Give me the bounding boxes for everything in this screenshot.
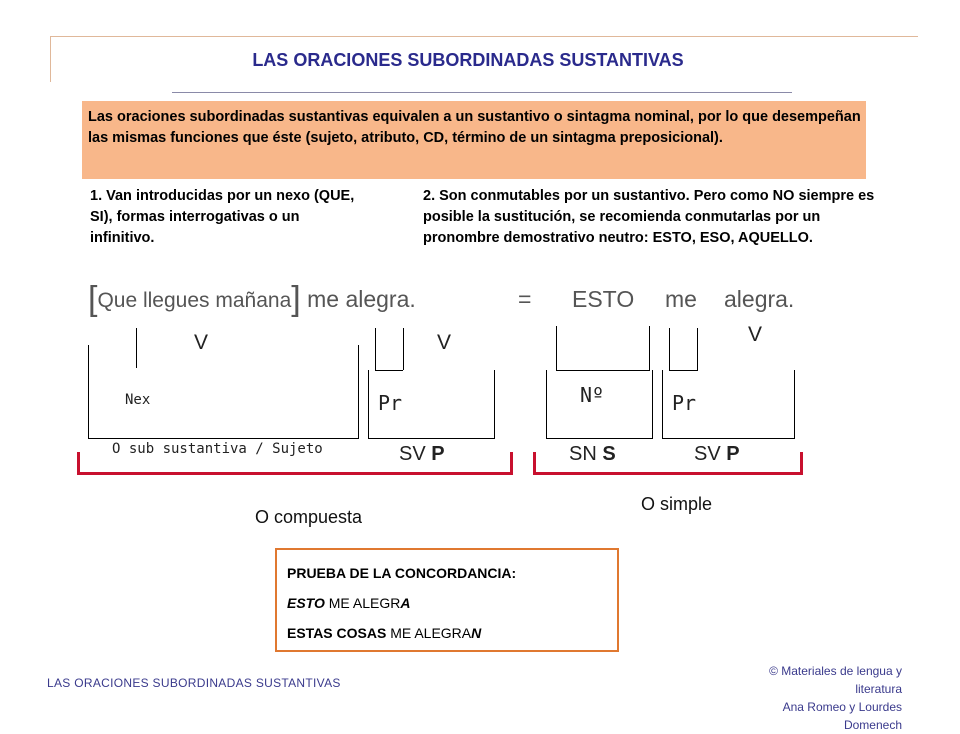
point-1: 1. Van introducidas por un nexo (QUE, SI), formas interrogativas o un infinitivo.	[90, 188, 355, 246]
osub-box-right	[358, 345, 359, 438]
simple-bracket-right	[800, 452, 803, 474]
footer-credit-2: Ana Romeo y Lourdes Domenech	[782, 700, 902, 732]
esto-bracket-left	[556, 326, 557, 370]
simple-bracket-left	[533, 452, 536, 474]
bracket-close: ]	[291, 280, 301, 318]
verb-label-2: V	[437, 331, 452, 354]
pr1-label: Pr	[378, 391, 403, 415]
word-esto: ESTO	[572, 286, 635, 312]
sn-box-left	[546, 370, 547, 438]
nucleus-label: Nº	[580, 383, 605, 407]
pr2-bracket-bottom	[669, 370, 698, 371]
intro-box: Las oraciones subordinadas sustantivas equivalen a un sustantivo o sintagma nominal, por lo que desempeñan las mismas funciones que éste (sujeto, atributo, CD, término de un sintagma preposicional).	[82, 101, 866, 179]
footer-title: LAS ORACIONES SUBORDINADAS SUSTANTIVAS	[47, 676, 341, 690]
frame-left-line	[50, 36, 51, 82]
footer-credit-1: © Materiales de lengua y literatura	[769, 664, 902, 696]
esto-bracket-right	[649, 326, 650, 370]
sv2-box-bottom	[662, 438, 795, 439]
osub-box-left	[88, 345, 89, 438]
clause-text: Que llegues mañana	[97, 289, 292, 312]
sn-box-bottom	[546, 438, 653, 439]
frame-top-line	[50, 36, 918, 37]
page-title: LAS ORACIONES SUBORDINADAS SUSTANTIVAS	[252, 50, 684, 70]
sn-box-right	[652, 370, 653, 438]
proof-line-2: ESTAS COSAS ME ALEGRAN	[287, 625, 482, 641]
agreement-proof-box	[275, 548, 619, 652]
sv2-box-right	[794, 370, 795, 438]
osub-box-bottom	[88, 438, 359, 439]
sv2-label	[694, 443, 740, 466]
simple-caption: O simple	[641, 494, 713, 514]
sv1-box-right	[494, 370, 495, 438]
esto-bracket-bottom	[556, 370, 650, 371]
nex-tick	[136, 328, 137, 368]
pr2-bracket-left	[669, 328, 670, 370]
main-rest-text: me alegra.	[300, 286, 416, 312]
sv1-box-left	[368, 370, 369, 438]
pr1-bracket-bottom	[375, 370, 403, 371]
sv1-function: P	[431, 443, 445, 465]
sn-label	[569, 443, 616, 466]
proof-line-1: ESTO ME ALEGRA	[287, 595, 411, 611]
footer-credits	[736, 662, 902, 734]
simple-bracket-bottom	[533, 472, 803, 475]
sv2-box-left	[662, 370, 663, 438]
example-sentence	[88, 280, 416, 318]
compound-bracket-right	[510, 452, 513, 474]
compound-bracket-bottom	[77, 472, 513, 475]
pr2-label: Pr	[672, 391, 697, 415]
compound-caption: O compuesta	[255, 507, 363, 527]
sv2-function: P	[726, 443, 740, 465]
sn-text: SN	[569, 443, 597, 465]
pr1-bracket-left	[375, 328, 376, 370]
sv2-text: SV	[694, 443, 721, 465]
verb-label-3: V	[748, 323, 763, 346]
proof-heading: PRUEBA DE LA CONCORDANCIA:	[287, 565, 517, 581]
title-underline	[172, 92, 792, 93]
word-alegra: alegra.	[724, 286, 795, 312]
sn-function: S	[602, 443, 616, 465]
bracket-open: [	[88, 280, 98, 318]
sv1-label	[399, 443, 445, 466]
compound-bracket-left	[77, 452, 80, 474]
osub-label: O sub sustantiva / Sujeto	[112, 441, 323, 457]
nex-label: Nex	[125, 392, 151, 408]
point-2: 2. Son conmutables por un sustantivo. Pero como NO siempre es posible la sustitución, se recomienda conmutarlas por un pronombre demostrativo neutro: ESTO, ESO, AQUELLO.	[423, 188, 875, 246]
sv1-box-bottom	[368, 438, 495, 439]
pr2-bracket-right	[697, 328, 698, 370]
sv1-text: SV	[399, 443, 426, 465]
equals-sign: =	[518, 286, 532, 312]
pr1-bracket-right	[403, 328, 404, 370]
verb-label-1: V	[194, 331, 209, 354]
word-me: me	[665, 286, 697, 312]
